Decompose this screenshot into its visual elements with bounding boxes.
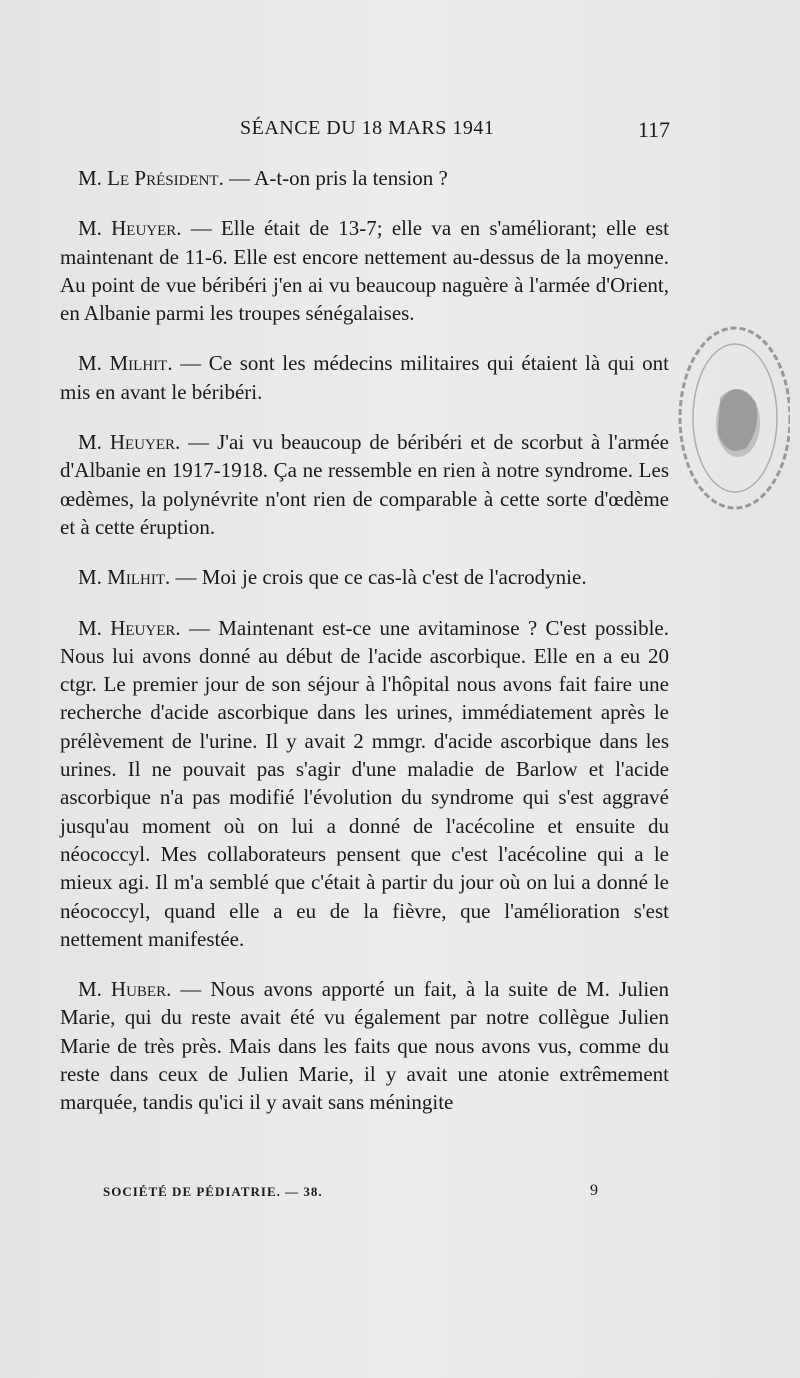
speaker: M. Heuyer. [78,216,182,241]
paragraph-text: — Maintenant est-ce une avitaminose ? C'est possible. Nous lui avons donné au début de l'acide ascorbique. Elle en a eu 20 ctgr. Le premier jour de son séjour à l'hôpital nous avons fait faire une recherche d'acide ascorbique dans les urines, immédiatement après le prélèvement de l'urine. Il y avait 2 mmgr. d'acide ascorbique dans les urines. Il ne pouvait pas s'agir d'une maladie de Barlow et l'acide ascorbique n'a pas modifié l'évolution du syndrome qui s'est aggravé jusqu'au moment où on lui a donné de l'acécoline et ensuite du néococcyl. Mes collaborateurs pensent que c'est l'acécoline qui a le mieux agi. Il m'a semblé que c'était à partir du jour où on lui a donné le néococcyl, quand elle a eu de la fièvre, que l'amélioration s'est nettement manifestée. [60,615,669,951]
library-stamp [640,318,790,518]
paragraph-text: — Nous avons apporté un fait, à la suite de M. Julien Marie, qui du reste avait été vu également par notre collègue Julien Marie de très près. Mais dans les faits que nous avons vus, comme du reste dans ceux de Julien Marie, il y avait une atonie extrêmement marquée, tandis qu'ici il y avait sans méningite [60,977,670,1115]
speaker: M. Le Président. [78,166,224,190]
signature-mark: 9 [590,1182,598,1199]
paragraph [60,614,669,954]
speaker: M. Heuyer. [78,430,181,455]
paragraph [60,975,669,1116]
footer-text: SOCIÉTÉ DE PÉDIATRIE. — 38. [103,1184,323,1199]
paragraph [60,349,669,406]
paragraph-text: — Elle était de 13-7; elle va en s'améliorant; elle est maintenant de 11-6. Elle est encore nettement au-dessus de la moyenne. Au point de vue béribéri j'en ai vu beaucoup naguère à l'armée d'Orient, en Albanie parmi les troupes sénégalaises. [60,216,669,326]
running-title: SÉANCE DU 18 MARS 1941 [240,117,495,139]
paragraph-text: — Moi je crois que ce cas-là c'est de l'acrodynie. [170,565,587,590]
paragraph [60,428,669,541]
paragraph [60,214,669,327]
paragraph [60,164,669,192]
paragraph [60,563,669,591]
speaker: M. Heuyer. [78,615,181,640]
body-text [60,164,669,1139]
paragraph-text: — A-t-on pris la tension ? [223,166,448,190]
paragraph-text: — Ce sont les médecins militaires qui étaient là qui ont mis en avant le béribéri. [60,351,670,404]
paragraph-text: — J'ai vu beaucoup de béribéri et de scorbut à l'armée d'Albanie en 1917-1918. Ça ne ressemble en rien à notre syndrome. Les œdèmes, la polynévrite n'ont rien de comparable à cette sorte d'œdème et à cette éruption. [60,430,669,539]
footer [103,1184,603,1200]
speaker: M. Milhit. [78,351,173,376]
speaker: M. Milhit. [78,565,171,590]
page-number: 117 [637,117,670,142]
speaker: M. Huber. [78,977,172,1002]
